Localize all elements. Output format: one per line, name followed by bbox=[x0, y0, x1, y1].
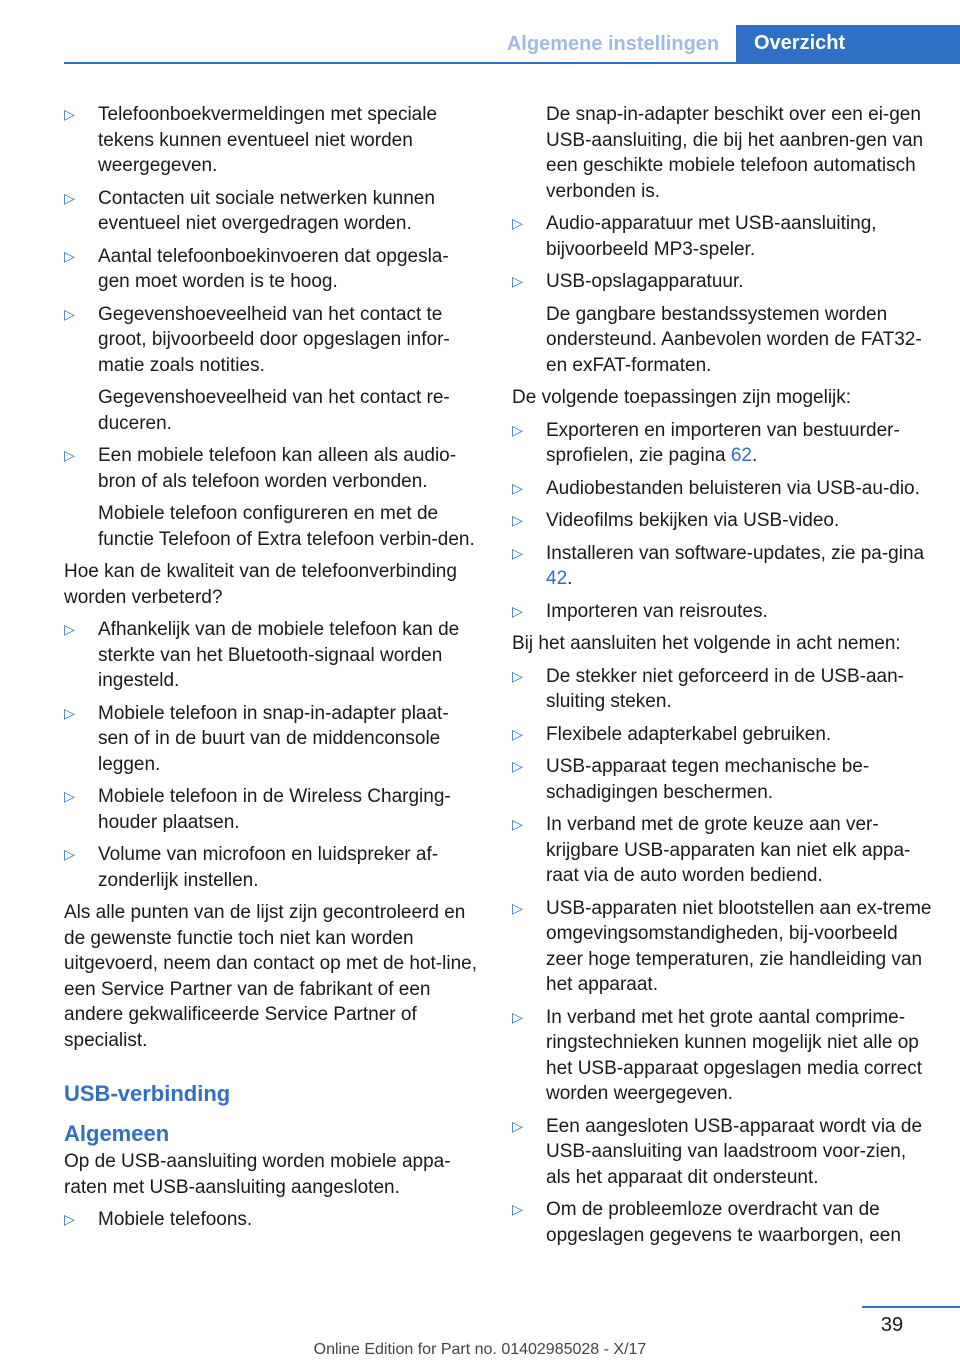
list-item-text: In verband met de grote keuze aan ver-krijgbare USB-apparaten kan niet elk appa-raat via de auto worden bediend. bbox=[546, 814, 911, 886]
list-item-subtext: Mobiele telefoon configureren en met de functie Telefoon of Extra telefoon verbin-den. bbox=[98, 503, 475, 550]
bullet-triangle-icon: ▷ bbox=[512, 479, 523, 496]
list-item bbox=[512, 1197, 932, 1248]
list-item-text: USB-apparaat tegen mechanische be-schadigingen beschermen. bbox=[546, 756, 870, 803]
list-item-text: Telefoonboekvermeldingen met speciale tekens kunnen eventueel niet worden weergegeven. bbox=[98, 104, 438, 176]
list-item-text: Afhankelijk van de mobiele telefoon kan de sterkte van het Bluetooth-signaal worden ingesteld. bbox=[98, 619, 460, 691]
list-item-text-part: Installeren van software-updates, zie pa-gina bbox=[546, 542, 925, 564]
list-item bbox=[512, 211, 932, 262]
bullet-triangle-icon: ▷ bbox=[64, 305, 75, 322]
bullet-triangle-icon: ▷ bbox=[64, 447, 75, 463]
list-item bbox=[64, 443, 478, 552]
list-item bbox=[512, 508, 932, 534]
closing-paragraph: Als alle punten van de lijst zijn gecontroleerd en de gewenste functie toch niet kan worden uitgevoerd, neem dan contact op met de hot-line, een Service Partner van de fabrikant of een andere gekwalificeerde Service Partner of specialist. bbox=[64, 902, 477, 1051]
bullet-triangle-icon: ▷ bbox=[64, 189, 75, 206]
bullet-triangle-icon: ▷ bbox=[512, 544, 523, 561]
bullet-triangle-icon: ▷ bbox=[64, 704, 75, 721]
list-item-text: Installeren van software-updates, zie pa-gina 42. bbox=[546, 542, 925, 589]
page-link-62[interactable]: 62 bbox=[730, 445, 752, 466]
list-item-text: De stekker niet geforceerd in de USB-aan-sluiting steken. bbox=[546, 665, 905, 712]
list-item-text: In verband met het grote aantal comprime-ringstechnieken kunnen mogelijk niet alle op het USB-apparaat opgeslagen media correct worden weergegeven. bbox=[546, 1006, 923, 1104]
left-column bbox=[64, 102, 478, 1240]
right-column bbox=[512, 102, 932, 1255]
list-item-text: Om de probleemloze overdracht van de opgeslagen gegevens te waarborgen, een bbox=[546, 1199, 901, 1246]
bullet-triangle-icon: ▷ bbox=[512, 899, 523, 916]
list-item bbox=[64, 186, 478, 237]
header-tab-overzicht[interactable] bbox=[736, 25, 960, 62]
list-item-text: Contacten uit sociale netwerken kunnen eventueel niet overgedragen worden. bbox=[98, 187, 435, 234]
notes-intro: Bij het aansluiten het volgende in acht nemen: bbox=[512, 633, 901, 654]
continued-paragraph: De snap-in-adapter beschikt over een ei-gen USB-aansluiting, die bij het aanbren-gen van een geschikte mobiele telefoon automatisch verbonden is. bbox=[546, 104, 924, 202]
bullet-triangle-icon: ▷ bbox=[512, 1201, 523, 1217]
list-item bbox=[512, 476, 932, 502]
list-item-text: Audiobestanden beluisteren via USB-au-dio. bbox=[546, 477, 920, 499]
list-item bbox=[512, 541, 932, 592]
footer-edition: Online Edition for Part no. 01402985028 - X/17 bbox=[313, 1341, 647, 1358]
list-item-text: Flexibele adapterkabel gebruiken. bbox=[546, 723, 832, 745]
bullet-triangle-icon: ▷ bbox=[64, 846, 75, 862]
question-paragraph: Hoe kan de kwaliteit van de telefoonverbinding worden verbeterd? bbox=[64, 561, 457, 608]
list-item-subtext: Gegevenshoeveelheid van het contact re-duceren. bbox=[98, 387, 450, 434]
usb-intro-paragraph: Op de USB-aansluiting worden mobiele appa-raten met USB-aansluiting aangesloten. bbox=[64, 1151, 451, 1198]
list-item-text: Exporteren en importeren van bestuurder-sprofielen, zie pagina 62. bbox=[546, 419, 900, 466]
list-item bbox=[64, 784, 478, 835]
bullet-triangle-icon: ▷ bbox=[512, 816, 523, 832]
list-item-subtext: De gangbare bestandssystemen worden ondersteund. Aanbevolen worden de FAT32- en exFAT-formaten. bbox=[546, 303, 922, 376]
list-item bbox=[64, 842, 478, 893]
list-item bbox=[64, 102, 478, 179]
header-rule bbox=[64, 62, 960, 64]
bullet-triangle-icon: ▷ bbox=[512, 725, 523, 742]
list-item-text: Aantal telefoonboekinvoeren dat opgesla-gen moet worden is te hoog. bbox=[98, 245, 449, 292]
list-item-text: Een aangesloten USB-apparaat wordt via de USB-aansluiting van laadstroom voor-zien, als het apparaat dit ondersteunt. bbox=[546, 1115, 923, 1188]
bullet-triangle-icon: ▷ bbox=[64, 788, 75, 804]
list-item-text: USB-opslagapparatuur. bbox=[546, 271, 744, 292]
bullet-triangle-icon: ▷ bbox=[512, 602, 523, 619]
list-item bbox=[512, 1114, 932, 1191]
list-item bbox=[512, 269, 932, 378]
list-item-text: Videofilms bekijken via USB-video. bbox=[546, 510, 840, 531]
bullet-triangle-icon: ▷ bbox=[64, 621, 75, 637]
list-item bbox=[64, 1207, 478, 1233]
list-item bbox=[64, 617, 478, 694]
page-number-rule bbox=[862, 1306, 960, 1308]
list-item-text: Mobiele telefoon in snap-in-adapter plaat-sen of in de buurt van de middenconsole leggen. bbox=[98, 702, 449, 775]
list-item bbox=[64, 302, 478, 437]
bullet-triangle-icon: ▷ bbox=[64, 247, 75, 264]
list-item-text: Volume van microfoon en luidspreker af-zonderlijk instellen. bbox=[98, 844, 439, 891]
bullet-triangle-icon: ▷ bbox=[512, 512, 523, 528]
bullet-triangle-icon: ▷ bbox=[512, 273, 523, 289]
bullet-triangle-icon: ▷ bbox=[512, 1008, 523, 1025]
list-item bbox=[512, 1005, 932, 1107]
list-item bbox=[512, 599, 932, 625]
heading-algemeen: Algemeen bbox=[64, 1121, 170, 1146]
page-link-42[interactable]: 42 bbox=[546, 568, 568, 589]
bullet-triangle-icon: ▷ bbox=[512, 1117, 523, 1134]
bullet-triangle-icon: ▷ bbox=[512, 215, 523, 231]
header-tab-label: Overzicht bbox=[754, 32, 846, 54]
bullet-triangle-icon: ▷ bbox=[512, 758, 523, 774]
heading-usb-verbinding: USB-verbinding bbox=[64, 1081, 231, 1106]
list-item bbox=[512, 812, 932, 889]
list-item bbox=[64, 244, 478, 295]
list-item-text: Gegevenshoeveelheid van het contact te groot, bijvoorbeeld door opgeslagen infor-matie zoals notities. bbox=[98, 303, 450, 376]
bullet-triangle-icon: ▷ bbox=[64, 106, 75, 122]
bullet-triangle-icon: ▷ bbox=[512, 667, 523, 684]
bullet-triangle-icon: ▷ bbox=[512, 421, 523, 438]
list-item bbox=[512, 722, 932, 748]
list-item-text: Mobiele telefoons. bbox=[98, 1209, 253, 1230]
bullet-triangle-icon: ▷ bbox=[64, 1211, 75, 1227]
list-item-text: Mobiele telefoon in de Wireless Charging-houder plaatsen. bbox=[98, 786, 451, 833]
page-number: 39 bbox=[880, 1314, 904, 1336]
applications-intro: De volgende toepassingen zijn mogelijk: bbox=[512, 387, 852, 408]
list-item-text: USB-apparaten niet blootstellen aan ex-treme omgevingsomstandigheden, bij-voorbeeld zeer hoge temperaturen, zie handleiding van het apparaat. bbox=[546, 897, 932, 995]
list-item-text-part: Exporteren en importeren van bestuurder-sprofielen, zie pagina bbox=[546, 419, 900, 466]
list-item bbox=[512, 754, 932, 805]
list-item bbox=[64, 701, 478, 778]
list-item-text: Importeren van reisroutes. bbox=[546, 600, 768, 622]
list-item bbox=[512, 896, 932, 998]
list-item-text: Audio-apparatuur met USB-aansluiting, bijvoorbeeld MP3-speler. bbox=[546, 213, 877, 260]
list-item bbox=[512, 664, 932, 715]
list-item-text: Een mobiele telefoon kan alleen als audio-bron of als telefoon worden verbonden. bbox=[98, 445, 457, 492]
list-item bbox=[512, 418, 932, 469]
header-section-title: Algemene instellingen bbox=[506, 33, 720, 55]
